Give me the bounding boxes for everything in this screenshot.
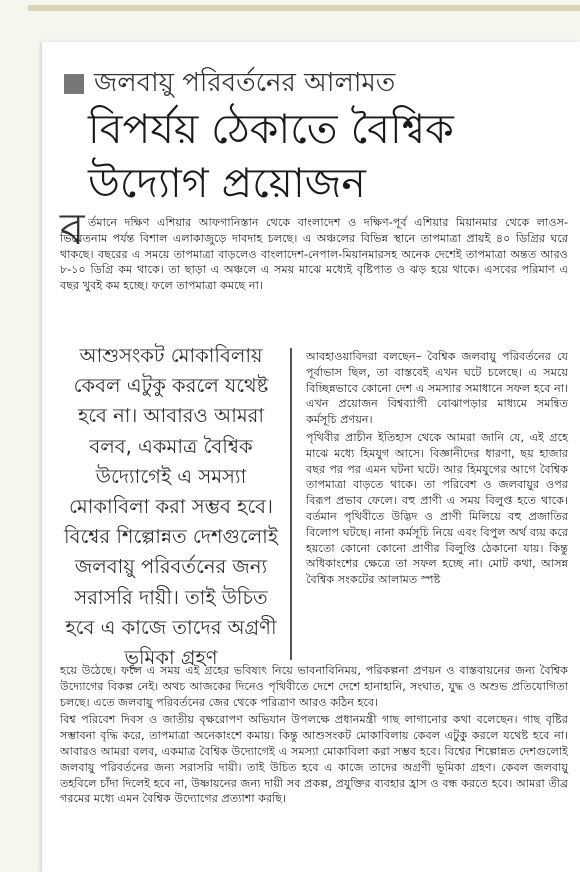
square-bullet-icon <box>64 74 84 94</box>
column-divider <box>290 348 292 660</box>
continuation-paragraph-1: হয়ে উঠেছে। ফলে এ সময় এই গ্রহের ভবিষ্যৎ নিয়ে ভাবনাবিনিময়, পরিকল্পনা প্রণয়ন ও বাস্তবায়নের জন্য বৈশ্বিক উদ্যোগের বিকল্প নেই। অথচ আজকের দিনেও পৃথিবীতে দেশে দেশে হানাহানি, সংঘাত, যুদ্ধ ও অশুভ প্রতিযোগিতা চলছে। এতে জলবায়ু পরিবর্তনের জের থেকে পরিত্রাণ আরও কঠিন হবে। <box>60 664 568 709</box>
headline-line-2: উদ্যোগ প্রয়োজন <box>88 159 366 207</box>
continuation-paragraph-2: বিশ্ব পরিবেশ দিবস ও জাতীয় বৃক্ষরোপণ অভিযান উপলক্ষে প্রধানমন্ত্রী গাছ লাগানোর কথা বলেছেন। গাছ বৃষ্টির সম্ভাবনা বৃদ্ধি করে, তাপমাত্রা অনেকাংশে কমায়। কিন্তু আশুসংকট মোকাবিলায় কেবল এটুকু করলে যথেষ্ট হবে না। আবারও আমরা বলব, একমাত্র বৈশ্বিক উদ্যোগেই এ সমস্যা মোকাবিলা করা সম্ভব হবে। বিশ্বের শিল্পোন্নত দেশগুলোই জলবায়ু পরিবর্তনের জন্য সরাসরি দায়ী। তাই উচিত হবে এ কাজে তাদের অগ্রণী ভূমিকা গ্রহণ। কেবল জলবায়ু তহবিলে চাঁদা দিলেই হবে না, উষ্ণায়নের জন্য দায়ী সব প্রকল্প, প্রযুক্তির ব্যবহার হ্রাস ও বন্ধ করতে হবে। আমরা তীব্র গরমের মধ্যে এমন বৈশ্বিক উদ্যোগের প্রত্যাশা করছি। <box>60 713 568 806</box>
top-divider <box>28 5 580 11</box>
article-headline <box>88 102 568 210</box>
kicker-text: জলবায়ু পরিবর্তনের আলামত <box>94 68 396 98</box>
article-kicker <box>64 62 395 106</box>
right-column <box>306 349 568 590</box>
headline-line-1: বিপর্যয় ঠেকাতে বৈশ্বিক <box>88 105 454 153</box>
intro-paragraph: র্তমানে দক্ষিণ এশিয়ার আফগানিস্তান থেকে বাংলাদেশ ও দক্ষিণ-পূর্ব এশিয়ার মিয়ানমার থেকে লাওস-ভিয়েতনাম পর্যন্ত বিশাল এলাকাজুড়ে দাবদাহ চলছে। এ অঞ্চলের বিভিন্ন স্থানে তাপমাত্রা প্রায়ই ৪০ ডিগ্রির ঘরে থাকছে। বছরের এ সময়ে তাপমাত্রা বাড়লেও বাংলাদেশ-নেপাল-মিয়ানমারসহ অনেক দেশেই তাপমাত্রা অন্তত আরও ৮-১০ ডিগ্রি কম থাকে। তা ছাড়া এ অঞ্চলে এ সময় মাঝে মধ্যেই বৃষ্টিপাত ও ঝড় হয়ে থাকে। এসবের পরিমাণ এ বছর খুবই কম হচ্ছে। ফলে তাপমাত্রা কমছে না। <box>60 216 568 293</box>
pull-quote: আশুসংকট মোকাবিলায় কেবল এটুকু করলে যথেষ্ট হবে না। আবারও আমরা বলব, একমাত্র বৈশ্বিক উদ্যোগেই এ সমস্যা মোকাবিলা করা সম্ভব হবে। বিশ্বের শিল্পোন্নত দেশগুলোই জলবায়ু পরিবর্তনের জন্য সরাসরি দায়ী। তাই উচিত হবে এ কাজে তাদের অগ্রণী ভূমিকা গ্রহণ <box>64 344 278 670</box>
drop-cap: ব <box>60 204 85 255</box>
column-paragraph-1: আবহাওয়াবিদরা বলছেন– বৈশ্বিক জলবায়ু পরিবর্তনের যে পূর্বাভাস ছিল, তা বাস্তবেই এখন ঘটে চলেছে। এ সময়ে বিচ্ছিন্নভাবে কোনো দেশ এ সমস্যার সমাধানে সফল হবে না। এখন প্রয়োজন বিশ্বব্যাপী বোঝাপড়ার মাধ্যমে সমন্বিত কর্মসূচি প্রণয়ন। <box>306 350 568 427</box>
column-paragraph-2: পৃথিবীর প্রাচীন ইতিহাস থেকে আমরা জানি যে, এই গ্রহে মাঝে মধ্যে হিমযুগ আসে। বিজ্ঞানীদের ধারণা, ছয় হাজার বছর পর পর এমন ঘটনা ঘটে। আর হিমযুগের আগে বৈশ্বিক তাপমাত্রা বাড়তে থাকে। তা পরিবেশ ও জলবায়ুর ওপর বিরূপ প্রভাব ফেলে। বহু প্রাণী এ সময় বিলুপ্ত হতে থাকে। বর্তমান পৃথিবীতে উদ্ভিদ ও প্রাণী মিলিয়ে বহু প্রজাতির বিলোপ ঘটছে। নানা কর্মসূচি নিয়ে এবং বিপুল অর্থ ব্যয় করে হয়তো কোনো কোনো প্রাণীর বিলুপ্তি ঠেকানো যায়। কিন্তু অধিকাংশের ক্ষেত্রে তা সফল হচ্ছে না। মোট কথা, আসন্ন বৈশ্বিক সংকটের আলামত স্পষ্ট <box>306 430 568 587</box>
continuation-block <box>60 663 568 809</box>
